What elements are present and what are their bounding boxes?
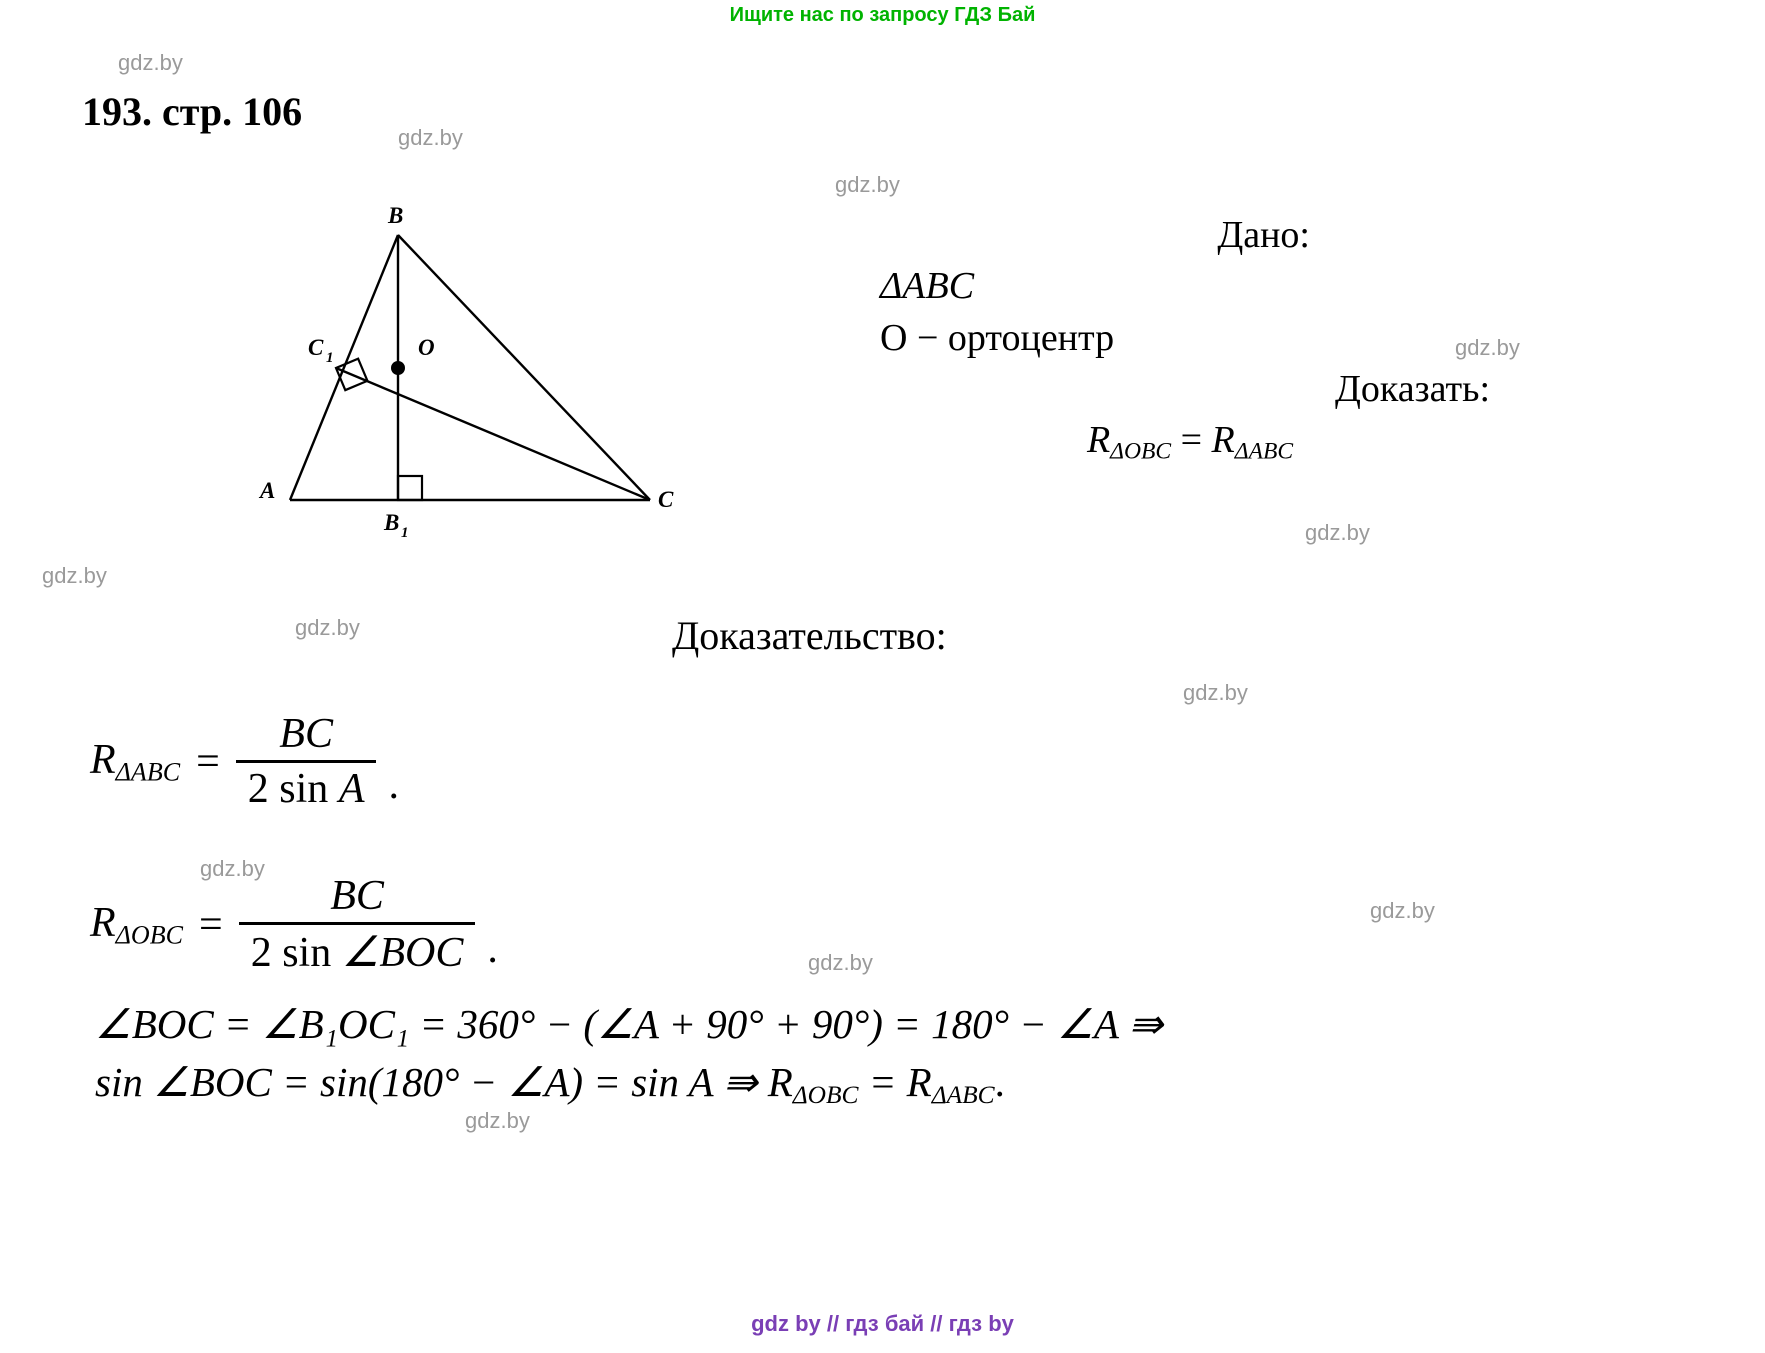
formula2-fraction: [239, 872, 476, 977]
formula1-denominator: [236, 760, 377, 813]
derivation-line-2-sub1: ΔOBC: [792, 1081, 859, 1110]
watermark: gdz.by: [1183, 680, 1248, 705]
watermark: gdz.by: [42, 563, 107, 588]
formula1-lhs: R: [90, 736, 116, 783]
derivation-line-2-end: .: [994, 1059, 1005, 1105]
watermark: gdz.by: [295, 615, 360, 640]
watermark: gdz.by: [118, 50, 183, 75]
formula1-period: .: [388, 762, 399, 808]
triangle-diagram: [250, 195, 730, 545]
formula2-den-arg: ∠BOC: [341, 930, 464, 976]
formula2-period: .: [487, 926, 498, 972]
watermark: gdz.by: [808, 950, 873, 975]
formula1-den-fn: sin: [279, 766, 329, 812]
formula1-den-arg: A: [338, 766, 365, 812]
bottom-banner: gdz by // гдз бай // гдз by: [751, 1311, 1014, 1336]
top-banner: Ищите нас по запросу ГДЗ Бай: [729, 4, 1036, 26]
formula1-lhs-sub: ΔABC: [115, 757, 181, 787]
watermark: gdz.by: [835, 172, 900, 197]
proof-title: Доказательство:: [672, 613, 947, 658]
prove-label: Доказать:: [1334, 367, 1490, 410]
formula-r-obc: [90, 872, 498, 977]
derivation-line-2: [95, 1058, 1005, 1110]
svg-text:C: C: [308, 335, 324, 360]
formula1-numerator: BC: [279, 711, 333, 757]
formula1-den-num: 2: [247, 766, 269, 812]
prove-lhs-sub: ΔOBC: [1110, 438, 1172, 465]
formula2-den-num: 2: [250, 930, 272, 976]
prove-statement: [880, 415, 1500, 468]
svg-text:1: 1: [326, 350, 334, 366]
given-triangle: ΔABC: [880, 265, 975, 308]
formula2-equals: =: [199, 901, 223, 948]
prove-equals: =: [1180, 419, 1203, 462]
formula-r-abc: [90, 710, 399, 813]
page-title: 193. стр. 106: [82, 89, 303, 134]
watermark: gdz.by: [1305, 520, 1370, 545]
formula1-fraction: [236, 710, 377, 813]
watermark: gdz.by: [1370, 898, 1435, 923]
formula2-denominator: [239, 922, 476, 977]
svg-text:O: O: [418, 335, 435, 360]
watermark: gdz.by: [465, 1108, 530, 1133]
watermark: gdz.by: [398, 125, 463, 150]
watermark: gdz.by: [200, 856, 265, 881]
formula2-lhs-sub: ΔOBC: [115, 920, 183, 950]
watermark: gdz.by: [1455, 335, 1520, 360]
svg-text:1: 1: [401, 525, 409, 541]
derivation-line-2-main: sin ∠BOC = sin(180° − ∠A) = sin A ⇛ R: [95, 1059, 793, 1105]
derivation-line-2-sub2: ΔABC: [931, 1081, 995, 1110]
svg-text:B: B: [384, 510, 400, 535]
formula2-numerator: BC: [330, 873, 384, 919]
svg-text:A: A: [260, 478, 276, 503]
derivation-line-1: ∠BOC = ∠B₁OC₁ = 360° − (∠A + 90° + 90°) = 180° − ∠A ⇛: [95, 1001, 1163, 1047]
prove-rhs: R: [1211, 419, 1235, 462]
formula2-den-fn: sin: [282, 930, 332, 976]
given-label: Дано:: [1217, 214, 1310, 256]
formula1-equals: =: [196, 738, 220, 785]
svg-text:B: B: [388, 203, 404, 228]
svg-text:C: C: [658, 487, 674, 512]
prove-rhs-sub: ΔABC: [1234, 438, 1294, 465]
prove-lhs: R: [1086, 419, 1111, 462]
given-orthocenter: O − ортоцентр: [880, 316, 1115, 359]
formula2-lhs: R: [90, 899, 116, 946]
given-block: [880, 210, 1500, 469]
derivation-line-2-mid: = R: [858, 1059, 932, 1105]
